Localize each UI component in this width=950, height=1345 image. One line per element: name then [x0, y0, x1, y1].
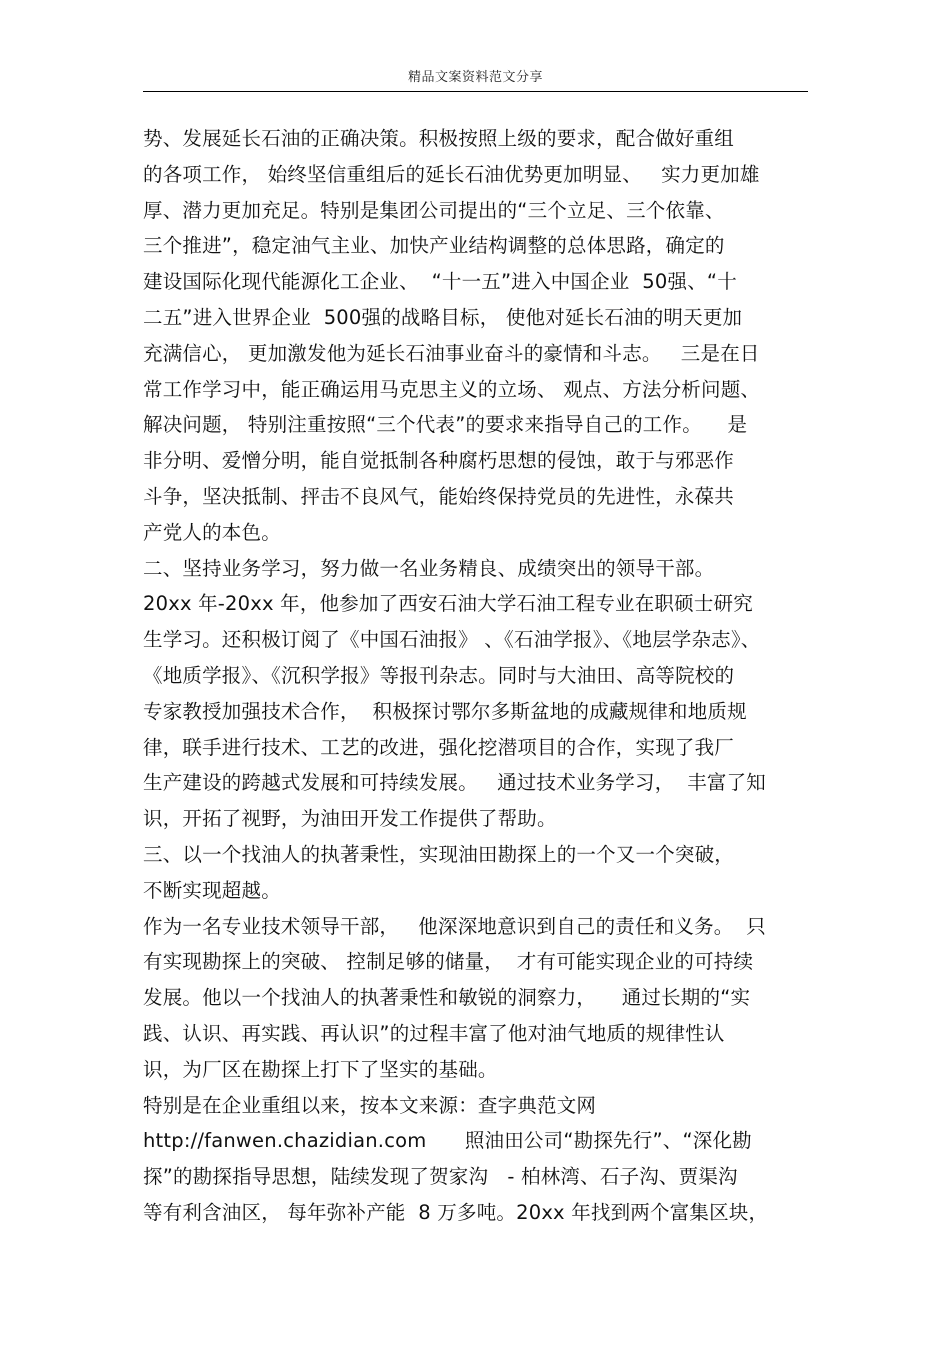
text-line: 作为一名专业技术领导干部， 他深深地意识到自己的责任和义务。 只	[143, 914, 766, 938]
section-heading-continued: 不断实现超越。	[143, 878, 281, 902]
text-line: 非分明、爱憎分明，能自觉抵制各种腐朽思想的侵蚀，敢于与邪恶作	[143, 449, 735, 473]
header-divider	[143, 91, 808, 92]
text-line: 识，开拓了视野，为油田开发工作提供了帮助。	[143, 807, 557, 831]
text-line: 律，联手进行技术、工艺的改进，强化挖潜项目的合作，实现了我厂	[143, 735, 735, 759]
text-line: 发展。他以一个找油人的执著秉性和敏锐的洞察力， 通过长期的“实	[143, 986, 751, 1010]
text-line: 斗争，坚决抵制、抨击不良风气，能始终保持党员的先进性，永葆共	[143, 484, 735, 508]
text-line: 厚、潜力更加充足。特别是集团公司提出的“三个立足、三个依靠、	[143, 198, 725, 222]
text-line: 专家教授加强技术合作， 积极探讨鄂尔多斯盆地的成藏规律和地质规	[143, 699, 747, 723]
text-line: 识，为厂区在勘探上打下了坚实的基础。	[143, 1057, 498, 1081]
text-line: 三个推进”，稳定油气主业、加快产业结构调整的总体思路，确定的	[143, 234, 725, 258]
text-line: 常工作学习中，能正确运用马克思主义的立场、 观点、方法分析问题、	[143, 377, 761, 401]
text-line: 特别是在企业重组以来，按本文来源：查字典范文网	[143, 1093, 597, 1117]
text-line: 有实现勘探上的突破、 控制足够的储量， 才有可能实现企业的可持续	[143, 950, 754, 974]
text-line: 《地质学报》、《沉积学报》等报刊杂志。同时与大油田、高等院校的	[143, 663, 735, 687]
text-line: 探”的勘探指导思想，陆续发现了贺家沟 - 柏林湾、石子沟、贾渠沟	[143, 1165, 738, 1189]
document-body	[143, 121, 813, 1231]
text-line: 等有利含油区， 每年弥补产能 8 万多吨。20xx 年找到两个富集区块，	[143, 1200, 769, 1224]
text-line: 解决问题， 特别注重按照“三个代表”的要求来指导自己的工作。 是	[143, 413, 748, 437]
text-line: 势、发展延长石油的正确决策。积极按照上级的要求，配合做好重组	[143, 127, 735, 150]
section-heading: 三、以一个找油人的执著秉性，实现油田勘探上的一个又一个突破，	[143, 842, 735, 866]
section-heading: 二、坚持业务学习，努力做一名业务精良、成绩突出的领导干部。	[143, 556, 715, 580]
text-line: 二五”进入世界企业 500强的战略目标， 使他对延长石油的明天更加	[143, 305, 743, 329]
text-line: 建设国际化现代能源化工企业、 “十一五”进入中国企业 50强、“十	[143, 270, 737, 294]
text-line: 产党人的本色。	[143, 520, 281, 544]
text-line: 的各项工作， 始终坚信重组后的延长石油优势更加明显、 实力更加雄	[143, 162, 760, 186]
text-line: 充满信心， 更加激发他为延长石油事业奋斗的豪情和斗志。 三是在日	[143, 341, 760, 365]
page-header-title: 精品文案资料范文分享	[407, 70, 543, 85]
text-line: 生产建设的跨越式发展和可持续发展。 通过技术业务学习， 丰富了知	[143, 771, 766, 795]
text-line: 20xx 年-20xx 年，他参加了西安石油大学石油工程专业在职硕士研究	[143, 592, 753, 616]
text-line: 生学习。还积极订阅了《中国石油报》 、《石油学报》、《地层学杂志》、	[143, 628, 761, 652]
text-line-with-url: http://fanwen.chazidian.com 照油田公司“勘探先行”、“深化勘	[143, 1129, 752, 1153]
text-line: 践、认识、再实践、再认识”的过程丰富了他对油气地质的规律性认	[143, 1021, 725, 1045]
